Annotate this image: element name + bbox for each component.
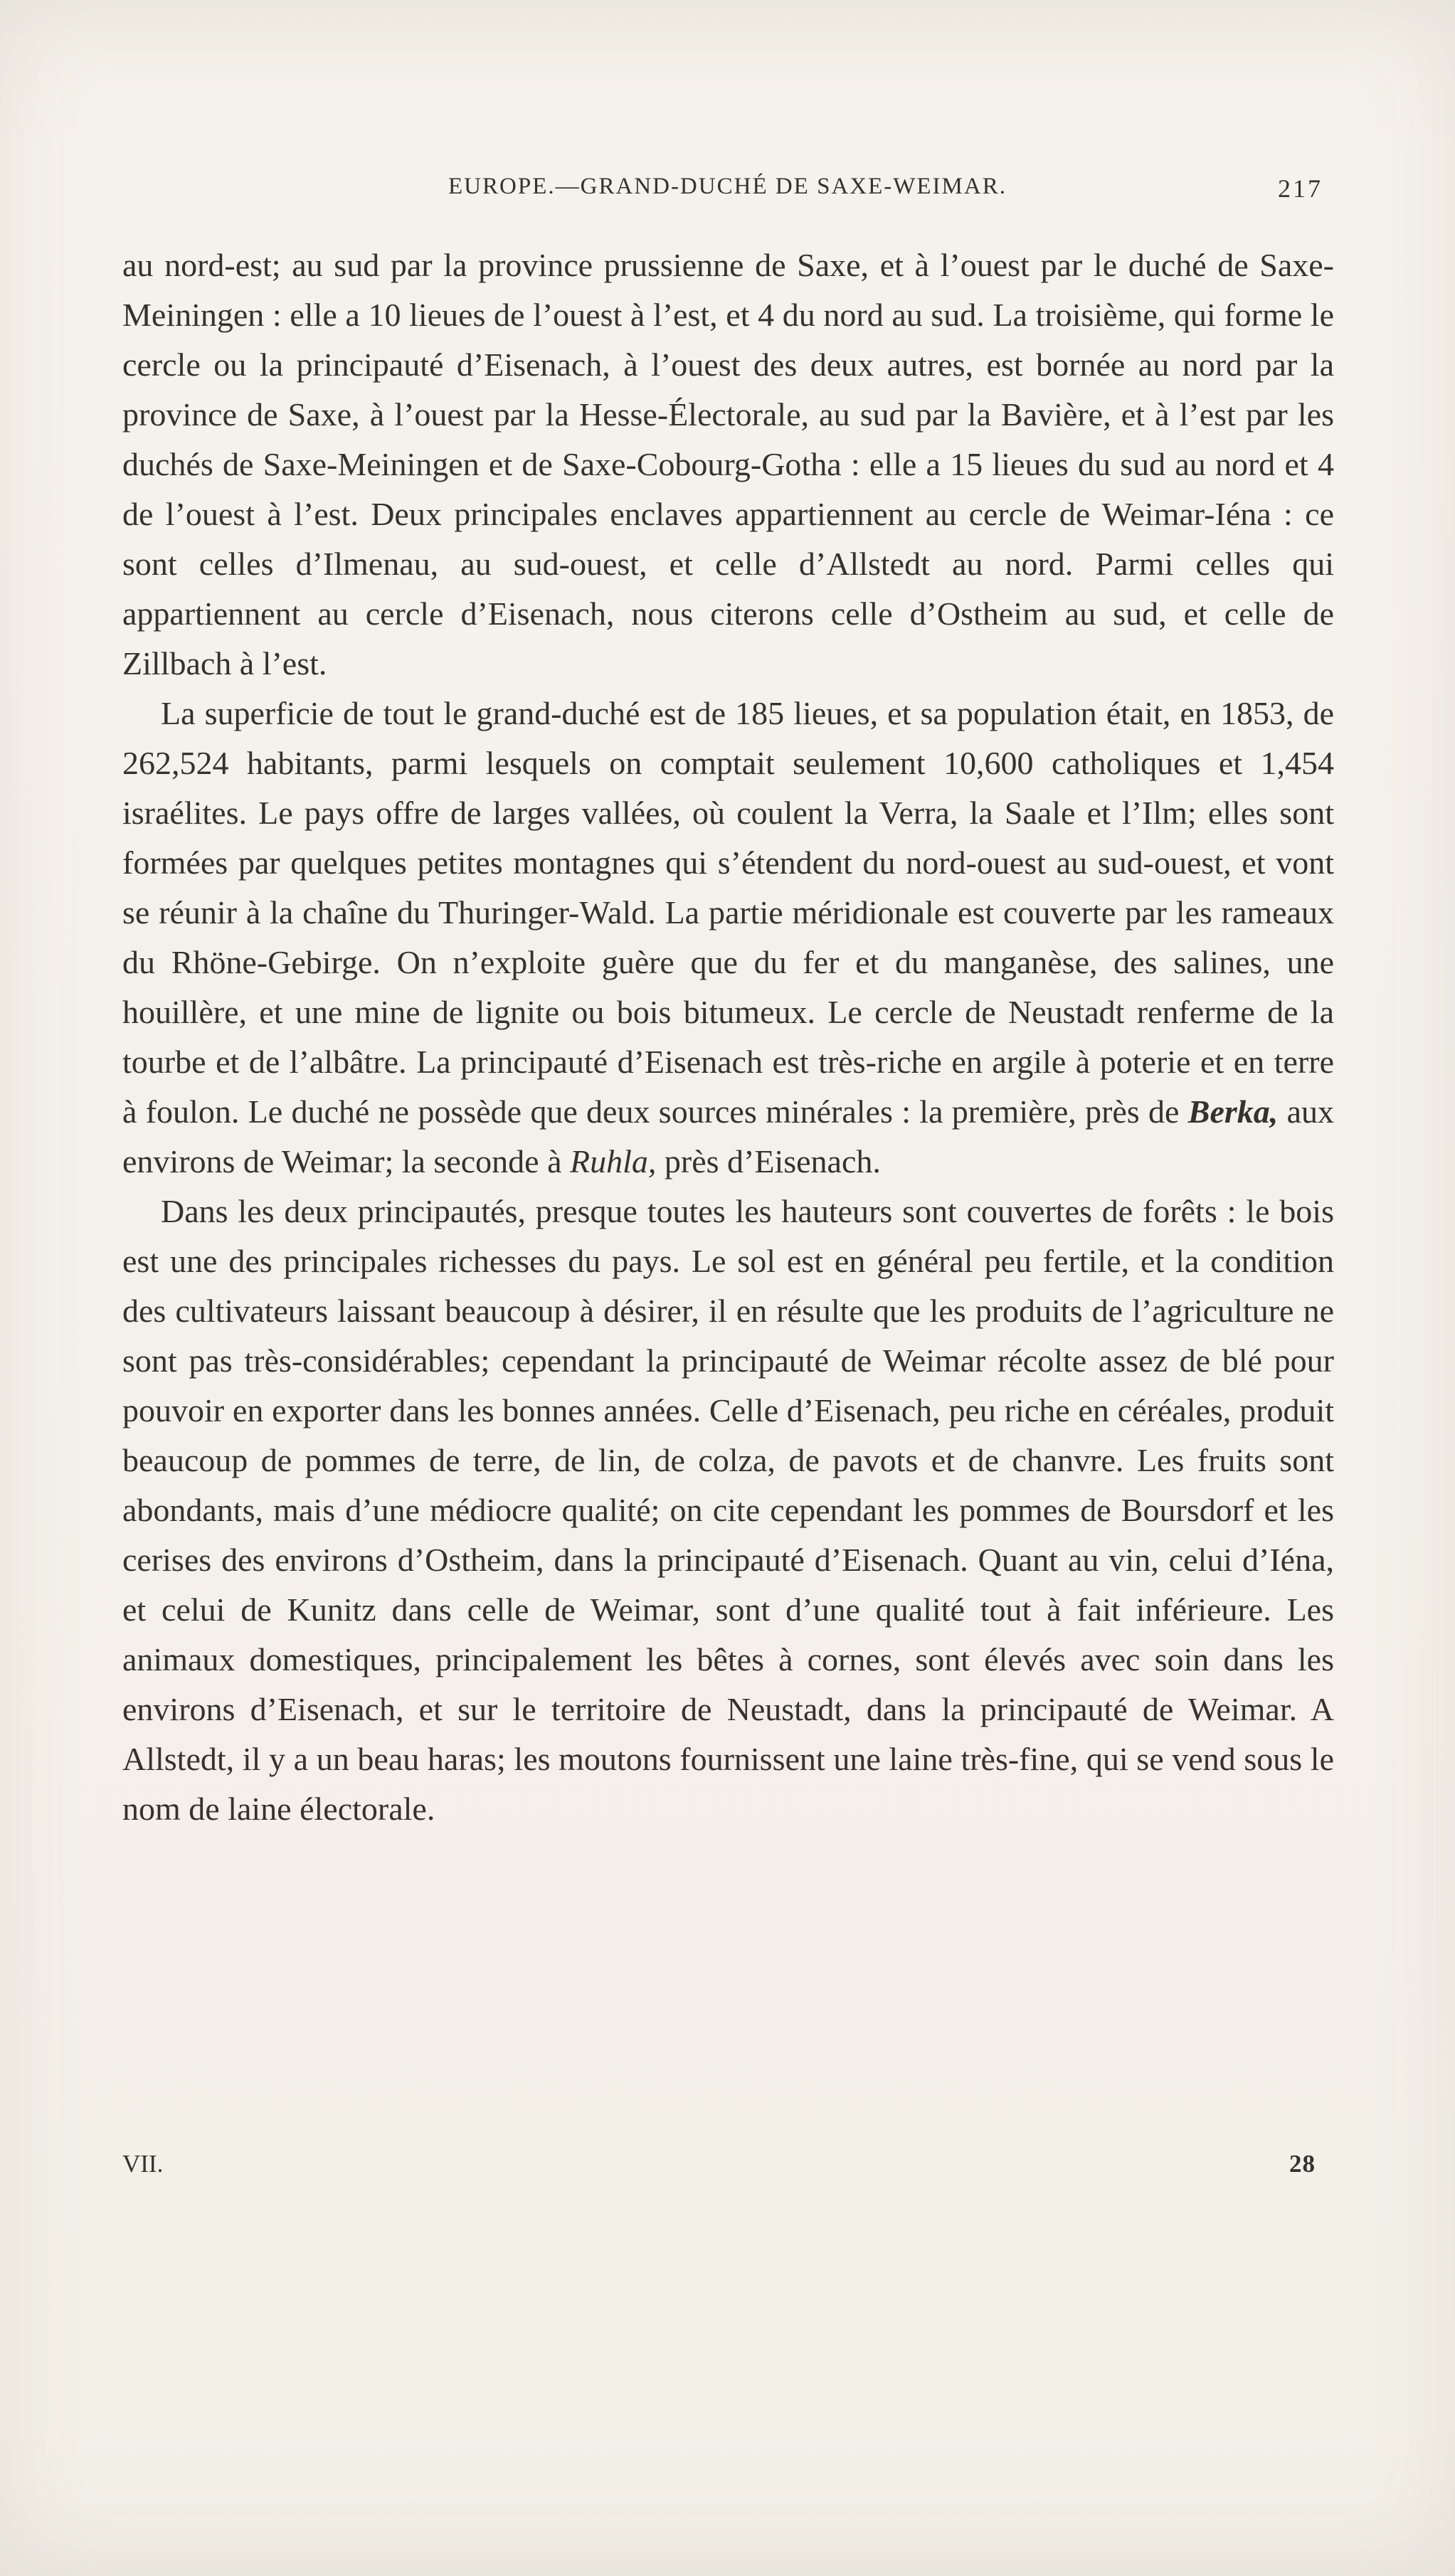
page-body xyxy=(122,240,1334,1834)
page-footer xyxy=(122,2150,1316,2178)
paragraph xyxy=(122,1187,1334,1834)
text-run: près d’Eisenach. xyxy=(656,1143,881,1180)
text-run: au nord-est; au sud par la province prussienne de Saxe, et à l’ouest par le duché de Saxe-Meiningen : elle a 10 lieues de l’ouest à l’est, et 4 du nord au sud. La troisième, qui forme le cercle ou la principauté d’Eisenach, à l’ouest des deux autres, est bornée au nord par la province de Saxe, à l’ouest par la Hesse-Électorale, au sud par la Bavière, et à l’est par les duchés de Saxe-Meiningen et de Saxe-Cobourg-Gotha : elle a 15 lieues du sud au nord et 4 de l’ouest à l’est. Deux principales enclaves appartiennent au cercle de Weimar-Iéna : ce sont celles d’Ilmenau, au sud-ouest, et celle d’Allstedt au nord. Parmi celles qui appartiennent au cercle d’Eisenach, nous citerons celle d’Ostheim au sud, et celle de Zillbach à l’est. xyxy=(122,247,1334,682)
page-header xyxy=(122,174,1333,205)
italic-run: Berka, xyxy=(1187,1093,1279,1130)
text-run: aux environs de Weimar; la seconde à xyxy=(122,1093,1334,1180)
text-run: Dans les deux principautés, presque toutes les hauteurs sont couvertes de forêts : le bois est une des principales richesses du pays. Le sol est en général peu fertile, et la condition des cultivateurs laissant beaucoup à désirer, il en résulte que les produits de l’agriculture ne sont pas très-considérables; cependant la principauté de Weimar récolte assez de blé pour pouvoir en exporter dans les bonnes années. Celle d’Eisenach, peu riche en céréales, produit beaucoup de pommes de terre, de lin, de colza, de pavots et de chanvre. Les fruits sont abondants, mais d’une médiocre qualité; on cite cependant les pommes de Boursdorf et les cerises des environs d’Ostheim, dans la principauté d’Eisenach. Quant au vin, celui d’Iéna, et celui de Kunitz dans celle de Weimar, sont d’une qualité tout à fait inférieure. Les animaux domestiques, principalement les bêtes à cornes, sont élevés avec soin dans les environs d’Eisenach, et sur le territoire de Neustadt, dans la principauté de Weimar. A Allstedt, il y a un beau haras; les moutons fournissent une laine très-fine, qui se vend sous le nom de laine électorale. xyxy=(122,1193,1334,1827)
running-title: EUROPE.—GRAND-DUCHÉ DE SAXE-WEIMAR. xyxy=(448,174,1007,199)
text-run: La superficie de tout le grand-duché est de 185 lieues, et sa population était, en 1853, de 262,524 habitants, parmi lesquels on comptait seulement 10,600 catholiques et 1,454 israélites. Le pays offre de larges vallées, où coulent la Verra, la Saale et l’Ilm; elles sont formées par quelques petites montagnes qui s’étendent du nord-ouest au sud-ouest, et vont se réunir à la chaîne du Thuringer-Wald. La partie méridionale est couverte par les rameaux du Rhöne-Gebirge. On n’exploite guère que du fer et du manganèse, des salines, une houillère, et une mine de lignite ou bois bitumeux. Le cercle de Neustadt renferme de la tourbe et de l’albâtre. La principauté d’Eisenach est très-riche en argile à poterie et en terre à foulon. Le duché ne possède que deux sources minérales : la première, près de xyxy=(122,695,1334,1130)
paragraph xyxy=(122,240,1334,689)
signature-number: 28 xyxy=(1289,2150,1316,2178)
volume-number: VII. xyxy=(122,2150,164,2178)
italic-run: Ruhla, xyxy=(570,1143,657,1180)
paragraph xyxy=(122,689,1334,1187)
page-number: 217 xyxy=(1278,174,1323,203)
